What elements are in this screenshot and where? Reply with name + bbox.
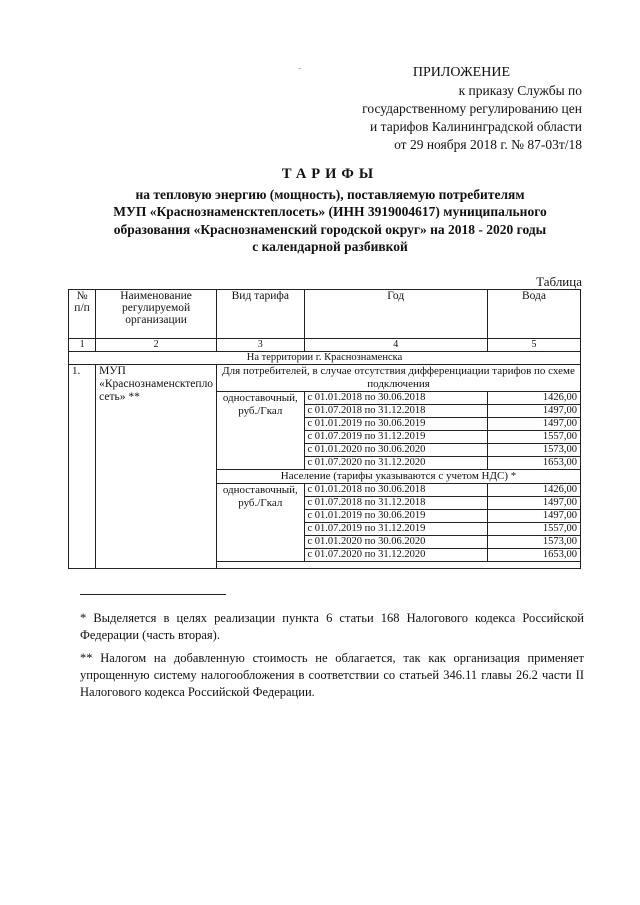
footnote-vat: * Выделяется в целях реализации пункта 6 статьи 168 Налогового кодекса Российской Федерации (часть вторая). — [80, 611, 584, 642]
period-cell: с 01.01.2018 по 30.06.2018 — [304, 484, 487, 497]
group2-title: Население (тарифы указываются с учетом НДС) * — [217, 470, 581, 484]
col-number: 3 — [217, 339, 304, 352]
value-cell: 1653,00 — [487, 549, 580, 562]
appendix-title: ПРИЛОЖЕНИЕ — [412, 65, 510, 80]
title-line-2: МУП «Краснознаменсктеплосеть» (ИНН 3919004617) муниципального — [113, 204, 547, 219]
row-number: 1. — [69, 365, 96, 569]
document-title — [60, 166, 600, 256]
table-caption: Таблица — [536, 274, 582, 289]
org-name: МУП «Краснознаменсктепло сеть» ** — [96, 365, 217, 569]
appendix-line-2: к приказу Службы по — [458, 83, 582, 98]
period-cell: с 01.07.2019 по 31.12.2019 — [304, 523, 487, 536]
value-cell: 1573,00 — [487, 536, 580, 549]
group1-title: Для потребителей, в случае отсутствия дифференциации тарифов по схеме подключения — [217, 365, 581, 392]
header-year: Год — [304, 290, 487, 339]
title-line-4: с календарной разбивкой — [252, 239, 408, 254]
col-number: 1 — [69, 339, 96, 352]
value-cell: 1557,00 — [487, 523, 580, 536]
scan-speck: ˉ — [298, 66, 301, 76]
period-cell: с 01.07.2020 по 31.12.2020 — [304, 457, 487, 470]
appendix-line-5: от 29 ноября 2018 г. № 87-03т/18 — [394, 137, 582, 152]
value-cell: 1426,00 — [487, 484, 580, 497]
value-cell: 1497,00 — [487, 405, 580, 418]
header-num: № п/п — [69, 290, 96, 339]
value-cell: 1497,00 — [487, 497, 580, 510]
period-cell: с 01.07.2018 по 31.12.2018 — [304, 497, 487, 510]
tariff-type: одноставочный, руб./Гкал — [217, 484, 304, 562]
table-header-row — [69, 290, 581, 339]
col-number: 2 — [96, 339, 217, 352]
value-cell: 1573,00 — [487, 444, 580, 457]
header-water: Вода — [487, 290, 580, 339]
col-number: 5 — [487, 339, 580, 352]
period-cell: с 01.01.2018 по 30.06.2018 — [304, 392, 487, 405]
footnotes — [80, 610, 584, 707]
value-cell: 1497,00 — [487, 510, 580, 523]
title-main: ТАРИФЫ — [281, 166, 379, 182]
tariff-table — [68, 289, 581, 569]
territory-label: На территории г. Краснознаменска — [69, 352, 581, 365]
period-cell: с 01.01.2020 по 30.06.2020 — [304, 536, 487, 549]
appendix-line-3: государственному регулированию цен — [362, 101, 582, 116]
value-cell: 1497,00 — [487, 418, 580, 431]
group1-title-row — [69, 365, 581, 392]
header-org: Наименование регулируемой организации — [96, 290, 217, 339]
column-number-row — [69, 339, 581, 352]
value-cell: 1557,00 — [487, 431, 580, 444]
period-cell: с 01.07.2020 по 31.12.2020 — [304, 549, 487, 562]
col-number: 4 — [304, 339, 487, 352]
title-line-1: на тепловую энергию (мощность), поставляемую потребителям — [135, 186, 525, 202]
period-cell: с 01.01.2019 по 30.06.2019 — [304, 418, 487, 431]
period-cell: с 01.01.2020 по 30.06.2020 — [304, 444, 487, 457]
appendix-line-4: и тарифов Калининградской области — [370, 119, 582, 134]
footnote-separator — [80, 594, 226, 595]
value-cell: 1653,00 — [487, 457, 580, 470]
period-cell: с 01.01.2019 по 30.06.2019 — [304, 510, 487, 523]
header-type: Вид тарифа — [217, 290, 304, 339]
value-cell: 1426,00 — [487, 392, 580, 405]
footnote-no-vat: ** Налогом на добавленную стоимость не облагается, так как организация применяет упрощенную систему налогообложения в соответствии со статьей 346.11 главы 26.2 части II Налогового кодекса Российской Федерации. — [80, 651, 584, 699]
territory-row — [69, 352, 581, 365]
period-cell: с 01.07.2018 по 31.12.2018 — [304, 405, 487, 418]
tariff-type: одноставочный, руб./Гкал — [217, 392, 304, 470]
title-line-3: образования «Краснознаменский городской округ» на 2018 - 2020 годы — [113, 221, 547, 237]
appendix-header — [322, 64, 582, 154]
period-cell: с 01.07.2019 по 31.12.2019 — [304, 431, 487, 444]
